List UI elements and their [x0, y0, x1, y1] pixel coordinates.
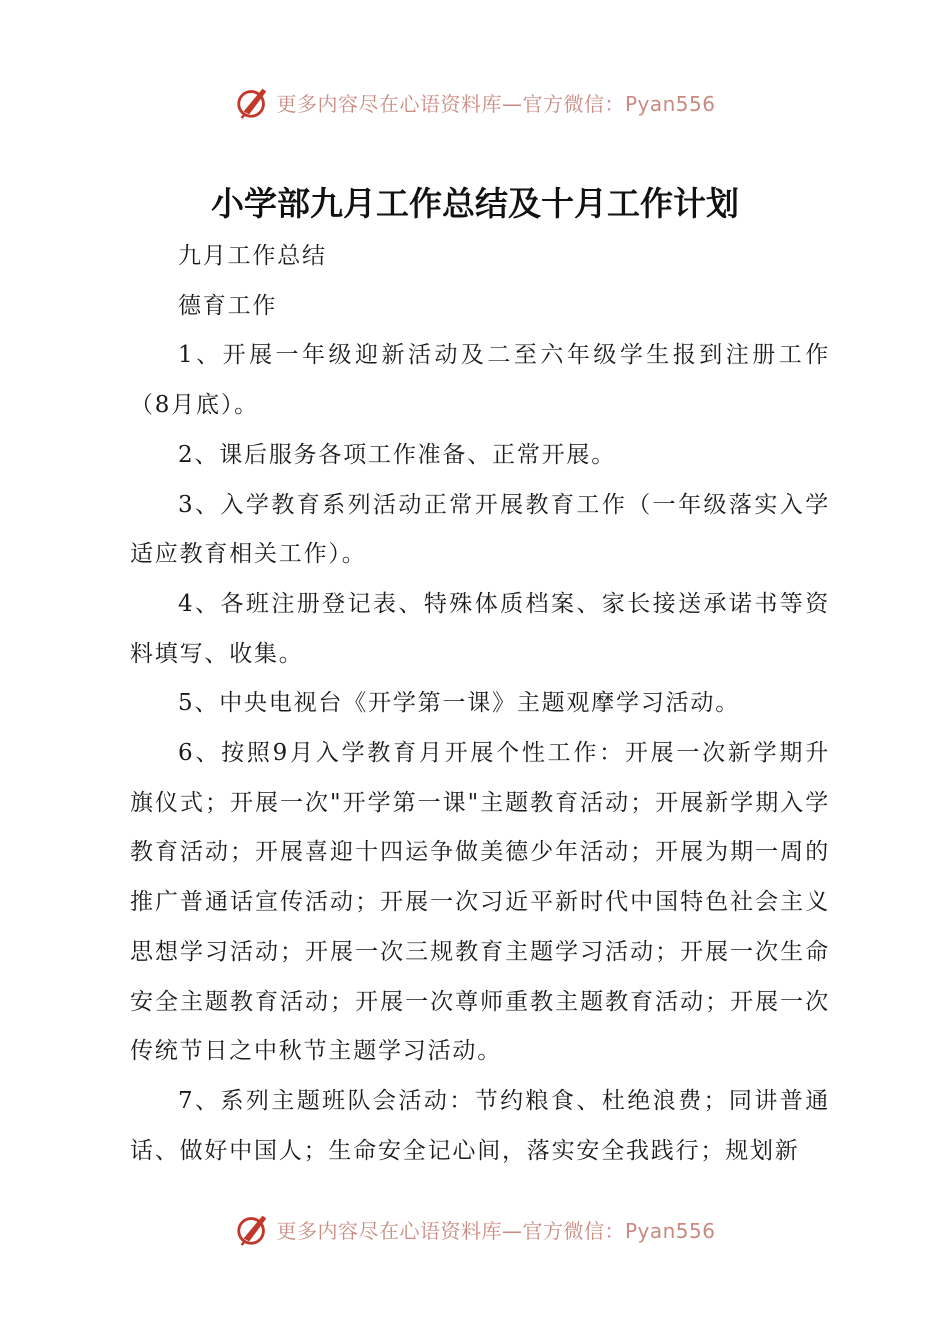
paragraph: 5、中央电视台《开学第一课》主题观摩学习活动。: [178, 690, 741, 717]
watermark-text: 更多内容尽在心语资料库—官方微信：Pyan556: [276, 1218, 716, 1243]
paragraph: 1、开展一年级迎新活动及二至六年级学生报到注册工作（8月底）。: [130, 342, 830, 419]
quill-pen-logo-icon: [234, 1210, 272, 1248]
paragraph: 2、课后服务各项工作准备、正常开展。: [178, 441, 617, 468]
watermark-header: [0, 82, 950, 122]
paragraph: 7、系列主题班队会活动：节约粮食、杜绝浪费；同讲普通话、做好中国人；生命安全记心间，落实安全我践行；规划新: [130, 1087, 830, 1164]
document-title: 小学部九月工作总结及十月工作计划: [211, 184, 739, 223]
paragraph: 3、入学教育系列活动正常开展教育工作（一年级落实入学适应教育相关工作）。: [130, 491, 830, 568]
watermark-text: 更多内容尽在心语资料库—官方微信：Pyan556: [276, 91, 716, 116]
watermark-footer: [0, 1209, 950, 1249]
document-body: [130, 232, 830, 1176]
subsection-heading: 德育工作: [178, 292, 278, 319]
quill-pen-logo-icon: [234, 83, 272, 121]
paragraph: 4、各班注册登记表、特殊体质档案、家长接送承诺书等资料填写、收集。: [130, 590, 830, 667]
section-heading: 九月工作总结: [178, 243, 327, 269]
paragraph: 6、按照9月入学教育月开展个性工作：开展一次新学期升旗仪式；开展一次"开学第一课"主题教育活动；开展新学期入学教育活动；开展喜迎十四运争做美德少年活动；开展为期一周的推广普通话宣传活动；开展一次习近平新时代中国特色社会主义思想学习活动；开展一次三规教育主题学习活动；开展一次生命安全主题教育活动；开展一次尊师重教主题教育活动；开展一次传统节日之中秋节主题学习活动。: [130, 740, 830, 1065]
